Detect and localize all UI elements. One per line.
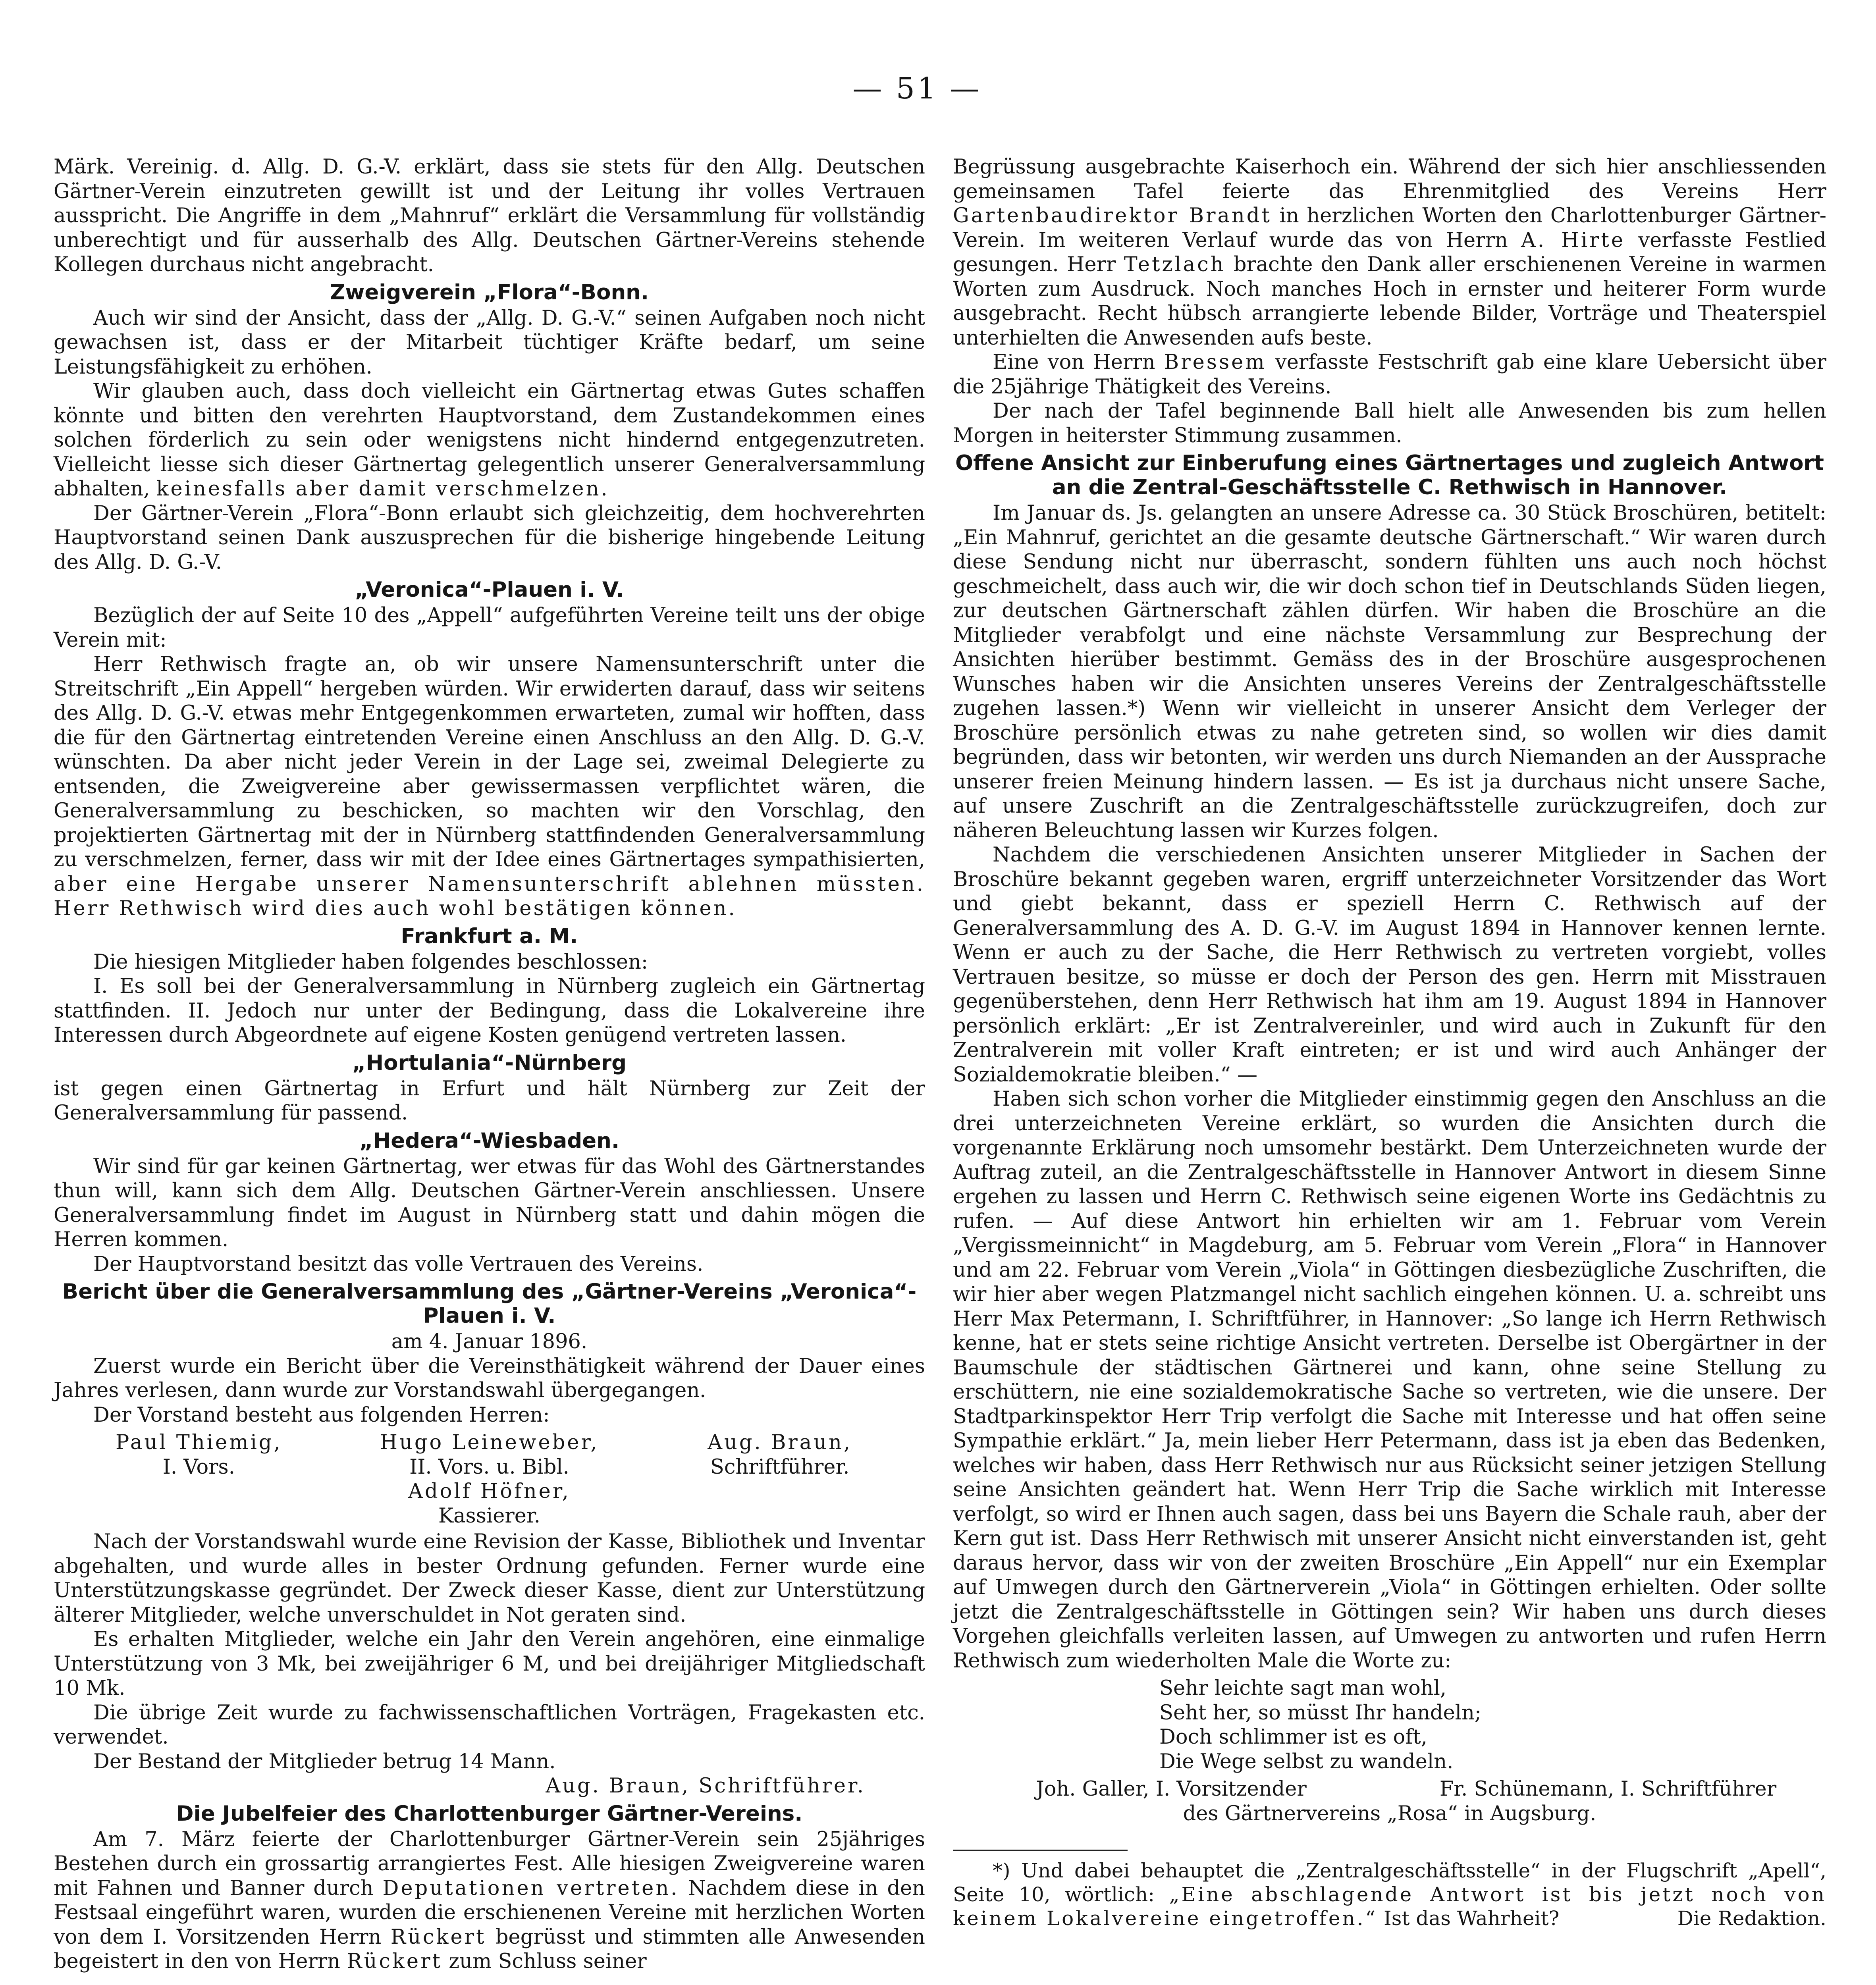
paragraph: Nachdem die verschiedenen Ansichten unserer Mitglieder in Sachen der Broschüre bekannt gegeben waren, ergriff unterzeichneter Vorsitzender das Wort und giebt bekannt, dass er speziell Herrn C. Rethwisch auf der Generalversammlung des A. D. G.-V. im August 1894 in Hannover kennen lernte. Wenn er auch zu der Sache, die Herr Rethwisch zu vertreten vorgiebt, volles Vertrauen besitze, so müsse er doch der Person des gen. Herrn mit Misstrauen gegenüberstehen, denn Herr Rethwisch hat ihm am 19. August 1894 in Hannover persönlich erklärt: „Er ist Zentralvereinler, und wird auch in Zukunft für den Zentralverein mit voller Kraft eintreten; er ist und wird auch Anhänger der Sozialdemokratie bleiben.“ —: [953, 843, 1826, 1087]
board-members: [54, 1430, 925, 1528]
poem-line: Sehr leichte sagt man wohl,: [1159, 1677, 1447, 1700]
poem-line: Seht her, so müsst Ihr handeln;: [1159, 1701, 1482, 1725]
paragraph: Die hiesigen Mitglieder haben folgendes beschlossen:: [93, 950, 648, 974]
board-member: Paul Thiemig, I. Vors.: [115, 1431, 282, 1479]
paragraph: Der Hauptvorstand besitzt das volle Vertrauen des Vereins.: [93, 1252, 704, 1276]
section-heading-flora: Zweigverein „Flora“-Bonn.: [330, 280, 649, 304]
paragraph: ist gegen einen Gärtnertag in Erfurt und hält Nürnberg zur Zeit der Generalversammlung für passend.: [54, 1077, 925, 1125]
page-number: — 51 —: [852, 71, 982, 106]
section-heading-hortulania: „Hortulania“-Nürnberg: [352, 1050, 627, 1075]
paragraph: Haben sich schon vorher die Mitglieder einstimmig gegen den Anschluss an die drei unterzeichneten Vereine erklärt, so wurden die Ansichten durch die vorgenannte Erklärung noch umsomehr bestärkt. Dem Unterzeichneten wurde der Auftrag zuteil, an die Zentralgeschäftsstelle in Hannover Antwort in diesem Sinne ergehen zu lassen und Herrn C. Rethwisch seine eigenen Worte ins Gedächtnis zu rufen. — Auf diese Antwort hin erhielten wir am 1. Februar vom Verein „Vergissmeinnicht“ in Magdeburg, am 5. Februar vom Verein „Flora“ in Hannover und am 22. Februar vom Verein „Viola“ in Göttingen diesbezügliche Zuschriften, die wir hier aber wegen Platzmangel nicht sachlich eingehen können. U. a. schreibt uns Herr Max Petermann, I. Schriftführer, in Hannover: „So lange ich Herrn Rethwisch kenne, hat er stets seine richtige Ansicht vertreten. Derselbe ist Obergärtner in der Baumschule der städtischen Gärtnerei und kann, ohne seine Stellung zu erschüttern, nie eine sozialdemokratische Sache so vertreten, wie die unsere. Der Stadtparkinspektor Herr Trip verfolgt die Sache mit Interesse und hat offen seine Sympathie erklärt.“ Ja, mein lieber Herr Petermann, dass ist ja eben das Bedenken, welches wir haben, dass Herr Rethwisch nur aus Rücksicht seiner jetzigen Stellung seine Ansichten geändert hat. Wenn Herr Trip die Sache wirklich mit Interesse verfolgt, so wird er Ihnen auch sagen, dass bei uns Bayern die Schale rauh, aber der Kern gut ist. Dass Herr Rethwisch mit unserer Ansicht nicht einverstanden ist, geht daraus hervor, dass wir von der zweiten Broschüre „Ein Appell“ nur ein Exemplar auf Umwegen durch den Gärtnerverein „Viola“ in Göttingen erhielten. Oder sollte jetzt die Zentralgeschäftsstelle in Göttingen sein? Wir haben uns durch dieses Vorgehen gleichfalls verleiten lassen, auf Umwegen zu antworten und rufen Herrn Rethwisch zum wiederholten Male die Worte zu:: [953, 1087, 1826, 1673]
report-date: am 4. Januar 1896.: [391, 1330, 588, 1353]
paragraph: Der Gärtner-Verein „Flora“-Bonn erlaubt sich gleichzeitig, dem hochverehrten Hauptvorstand seinen Dank auszusprechen für die bisherige hingebende Leitung des Allg. D. G.-V.: [54, 501, 925, 574]
paragraph: Herr Rethwisch fragte an, ob wir unsere Namensunterschrift unter die Streitschrift „Ein Appell“ hergeben würden. Wir erwiderten darauf, dass wir seitens des Allg. D. G.-V. etwas mehr Entgegenkommen erwarteten, zumal wir hofften, dass die für den Gärtnertag eintretenden Vereine einen Anschluss an den Allg. D. G.-V. wünschten. Da aber nicht jeder Verein in der Lage sei, zweimal Delegierte zu entsenden, die Zweigvereine aber gewissermassen verpflichtet wären, die Generalversammlung zu beschicken, so machten wir den Vorschlag, den projektierten Gärtnertag mit der in Nürnberg stattfindenden Generalversammlung zu verschmelzen, ferner, dass wir mit der Idee eines Gärtnertages sympathisierten, aber eine Hergabe unserer Namensunterschrift ablehnen müssten. Herr Rethwisch wird dies auch wohl bestätigen können.: [54, 653, 925, 920]
left-column: [54, 155, 925, 1974]
paragraph: Am 7. März feierte der Charlottenburger Gärtner-Verein sein 25jähriges Bestehen durch ein grossartig arrangiertes Fest. Alle hiesigen Zweigvereine waren mit Fahnen und Banner durch Deputationen vertreten. Nachdem diese in den Festsaal eingeführt waren, wurden die erschienenen Vereine mit herzlichen Worten von dem I. Vorsitzenden Herrn Rückert begrüsst und stimmten alle Anwesenden begeistert in den von Herrn Rückert zum Schluss seiner: [54, 1827, 925, 1973]
signatures: [953, 1777, 1826, 1802]
paragraph: Der Bestand der Mitglieder betrug 14 Mann.: [93, 1750, 556, 1773]
paragraph: Zuerst wurde ein Bericht über die Vereinsthätigkeit während der Dauer eines Jahres verlesen, dann wurde zur Vorstandswahl übergegangen.: [54, 1354, 925, 1402]
paragraph: Begrüssung ausgebrachte Kaiserhoch ein. Während der sich hier anschliessenden gemeinsamen Tafel feierte das Ehrenmitglied des Vereins Herr Gartenbaudirektor Brandt in herzlichen Worten den Charlottenburger Gärtner-Verein. Im weiteren Verlauf wurde das von Herrn A. Hirte verfasste Festlied gesungen. Herr Tetzlach brachte den Dank aller erschienenen Vereine in warmen Worten zum Ausdruck. Noch manches Hoch in ernster und heiterer Form wurde ausgebracht. Recht hübsch arrangierte lebende Bilder, Vorträge und Theaterspiel unterhielten die Anwesenden aufs beste.: [953, 155, 1827, 350]
section-heading-frankfurt: Frankfurt a. M.: [401, 924, 578, 948]
section-heading-veronica: „Veronica“-Plauen i. V.: [355, 578, 624, 602]
board-member: Aug. Braun, Schriftführer.: [708, 1431, 852, 1479]
report-signature: Aug. Braun, Schriftführer.: [546, 1774, 866, 1798]
signature-chair: Joh. Galler, I. Vorsitzender: [1036, 1777, 1307, 1801]
poem-line: Die Wege selbst zu wandeln.: [1159, 1750, 1454, 1773]
paragraph: Märk. Vereinig. d. Allg. D. G.-V. erklärt, dass sie stets für den Allg. Deutschen Gärtner-Verein einzutreten gewillt ist und der Leitung ihr volles Vertrauen ausspricht. Die Angriffe in dem „Mahnruf“ erklärt die Versammlung für vollständig unberechtigt und für ausserhalb des Allg. Deutschen Gärtner-Vereins stehende Kollegen durchaus nicht angebracht.: [54, 155, 925, 276]
paragraph: Bezüglich der auf Seite 10 des „Appell“ aufgeführten Vereine teilt uns der obige Verein mit:: [54, 604, 925, 652]
paragraph: Im Januar ds. Js. gelangten an unsere Adresse ca. 30 Stück Broschüren, betitelt: „Ein Mahnruf, gerichtet an die gesamte deutsche Gärtnerschaft.“ Wir waren durch diese Sendung nicht nur überrascht, sondern fühlten uns auch noch höchst geschmeichelt, dass auch wir, die wir doch schon tief in Deutschlands Süden liegen, zur deutschen Gärtnerschaft zählen dürfen. Wir haben die Broschüre an die Mitglieder verabfolgt und eine nächste Versammlung zur Besprechung der Ansichten hierüber bestimmt. Gemäss des in der Broschüre ausgesprochenen Wunsches haben wir die Ansichten unseres Vereins der Zentralgeschäftsstelle zugehen lassen.*) Wenn wir vielleicht in unserer Ansicht dem Verleger der Broschüre persönlich etwas zu nahe getreten sind, so wollen wir dies damit begründen, dass wir betonten, wir werden uns durch Niemanden an der Aussprache unserer freien Meinung hindern lassen. — Es ist ja durchaus nicht unsere Sache, auf unsere Zuschrift an die Zentralgeschäftsstelle zurückzugreifen, doch zur näheren Beleuchtung lassen wir Kurzes folgen.: [953, 501, 1826, 842]
footnote-rule: [953, 1850, 1128, 1851]
paragraph: Die übrige Zeit wurde zu fachwissenschaftlichen Vorträgen, Fragekasten etc. verwendet.: [54, 1701, 925, 1749]
section-heading-hedera: „Hedera“-Wiesbaden.: [359, 1128, 619, 1153]
board-member: Hugo Leineweber, II. Vors. u. Bibl.: [380, 1431, 599, 1479]
poem: [1159, 1676, 1826, 1774]
paragraph: Auch wir sind der Ansicht, dass der „Allg. D. G.-V.“ seinen Aufgaben noch nicht gewachsen ist, dass er der Mitarbeit tüchtiger Kräfte bedarf, um seine Leistungsfähigkeit zu erhöhen.: [54, 306, 925, 379]
poem-line: Doch schlimmer ist es oft,: [1159, 1725, 1427, 1749]
paragraph: Es erhalten Mitglieder, welche ein Jahr den Verein angehören, eine einmalige Unterstützung von 3 Mk, bei zweijähriger 6 M, und bei dreijähriger Mitgliedschaft 10 Mk.: [54, 1628, 925, 1700]
section-heading-offene-ansicht: Offene Ansicht zur Einberufung eines Gärtnertages und zugleich Antwort an die Zentral-Geschäftsstelle C. Rethwisch in Hannover.: [955, 451, 1824, 499]
paragraph: Eine von Herrn Bressem verfasste Festschrift gab eine klare Uebersicht über die 25jährige Thätigkeit des Vereins.: [953, 351, 1826, 399]
paragraph: Der Vorstand besteht aus folgenden Herren:: [93, 1403, 550, 1427]
paragraph: I. Es soll bei der Generalversammlung in Nürnberg zugleich ein Gärtnertag stattfinden. II. Jedoch nur unter der Bedingung, dass die Lokalvereine ihre Interessen durch Abgeordnete auf eigene Kosten genügend vertreten lassen.: [54, 975, 925, 1047]
right-column: [953, 155, 1826, 1930]
paragraph: Der nach der Tafel beginnende Ball hielt alle Anwesenden bis zum hellen Morgen in heiterster Stimmung zusammen.: [953, 399, 1826, 447]
footnote: *) Und dabei behauptet die „Zentralgeschäftsstelle“ in der Flugschrift „Apell“, Seite 10, wörtlich: „Eine abschlagende Antwort ist bis jetzt noch von keinem Lokalvereine eingetroffen.“ Ist das Wahrheit? Die Redaktion.: [953, 1859, 1826, 1930]
signature-club: des Gärtnervereins „Rosa“ in Augsburg.: [1183, 1802, 1596, 1825]
signature-secretary: Fr. Schünemann, I. Schriftführer: [1439, 1777, 1777, 1801]
section-heading-jubel: Die Jubelfeier des Charlottenburger Gärtner-Vereins.: [176, 1801, 803, 1826]
paragraph: Nach der Vorstandswahl wurde eine Revision der Kasse, Bibliothek und Inventar abgehalten, und wurde alles in bester Ordnung gefunden. Ferner wurde eine Unterstützungskasse gegründet. Der Zweck dieser Kasse, dient zur Unterstützung älterer Mitglieder, welche unverschuldet in Not geraten sind.: [54, 1530, 925, 1627]
paragraph: Wir glauben auch, dass doch vielleicht ein Gärtnertag etwas Gutes schaffen könnte und bitten den verehrten Hauptvorstand, dem Zustandekommen eines solchen förderlich zu sein oder wenigstens nicht hindernd entgegenzutreten. Vielleicht liesse sich dieser Gärtnertag gelegentlich unserer Generalversammlung abhalten, keinesfalls aber damit verschmelzen.: [54, 380, 925, 501]
paragraph: Wir sind für gar keinen Gärtnertag, wer etwas für das Wohl des Gärtnerstandes thun will, kann sich dem Allg. Deutschen Gärtner-Verein anschliessen. Unsere Generalversammlung findet im August in Nürnberg statt und dahin mögen die Herren kommen.: [54, 1154, 925, 1251]
board-member: Adolf Höfner, Kassierer.: [408, 1480, 571, 1528]
section-heading-bericht: Bericht über die Generalversammlung des „Gärtner-Vereins „Veronica“-Plauen i. V.: [62, 1280, 917, 1328]
